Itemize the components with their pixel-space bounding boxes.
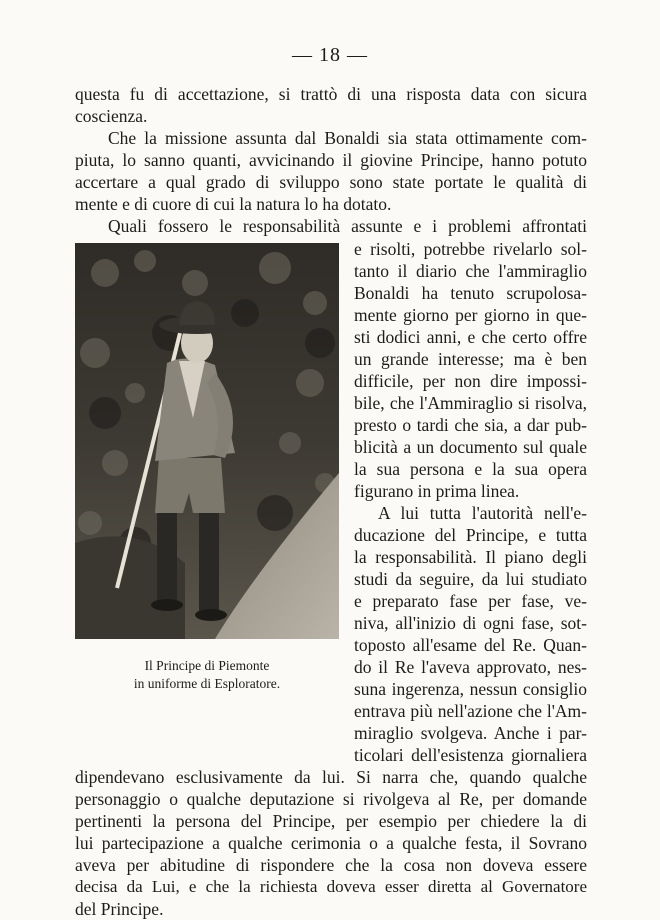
text-line: Quali fossero le responsabilità assunte e i problemi affrontati <box>108 216 587 236</box>
text-line: ticolari dell'esistenza giornaliera <box>354 745 587 765</box>
text-line: pertinenti la persona del Principe, per esempio per chiedere la di <box>75 811 587 831</box>
text-line: accertare a qual grado di sviluppo sono state portate le qualità di <box>75 172 587 192</box>
text-line: e risolti, potrebbe rivelarlo sol- <box>354 239 587 259</box>
text-line: mente e di cuore di cui la natura lo ha dotato. <box>75 194 392 214</box>
text-line: sti dodici anni, e che certo offre <box>354 327 587 347</box>
photo-caption-line: Il Principe di Piemonte <box>144 658 270 673</box>
text-line: del Principe. <box>75 899 164 919</box>
text-line: toposto all'esame del Re. Quan- <box>354 635 587 655</box>
text-line: e preparato fase per fase, ve- <box>354 591 587 611</box>
text-line: studi da seguire, da lui studiato <box>354 569 587 589</box>
text-line: coscienza. <box>75 106 148 126</box>
text-line: la responsabilità. Il piano degli <box>354 547 587 567</box>
page-number: — 18 — <box>292 44 368 66</box>
text-line: decisa da Lui, e che la richiesta doveva esser diretta al Governatore <box>75 877 587 896</box>
text-line: entrava più nell'azione che l'Am- <box>354 701 587 721</box>
text-line: bile, che l'Ammiraglio si risolva, <box>354 393 587 413</box>
text-line: Bonaldi ha tenuto scrupolosa- <box>354 283 587 303</box>
text-line: la sua persona e la sua opera <box>354 459 587 479</box>
text-line: presto o tardi che sia, a dar pub- <box>354 415 587 435</box>
text-line: figurano in prima linea. <box>354 481 520 501</box>
text-line: tanto il diario che l'ammiraglio <box>354 261 587 281</box>
text-line: aveva per abitudine di rispondere che la cosa non doveva essere <box>75 855 587 875</box>
text-line: questa fu di accettazione, si trattò di una risposta data con sicura <box>75 84 587 104</box>
text-line: miraglio svolgeva. Anche i par- <box>354 723 587 743</box>
text-line: dipendevano esclusivamente da lui. Si narra che, quando qualche <box>75 767 587 787</box>
photo-caption-line: in uniforme di Esploratore. <box>133 676 281 691</box>
scout-photograph <box>75 243 339 639</box>
text-line: piuta, lo sanno quanti, avvicinando il giovine Principe, hanno potuto <box>75 150 587 170</box>
text-line: niva, all'inizio di ogni fase, sot- <box>354 613 587 633</box>
text-line: ducazione del Principe, e tutta <box>354 525 587 545</box>
text-line: blicità a un documento sul quale <box>354 437 587 457</box>
text-line: un grande interesse; ma è ben <box>354 349 587 369</box>
text-line: suna ingerenza, nessun consiglio <box>354 679 587 699</box>
text-line: mente giorno per giorno in que- <box>354 305 587 325</box>
text-line: difficile, per non dire impossi- <box>354 371 587 391</box>
text-line: lui partecipazione a qualche cerimonia o a qualche festa, il Sovrano <box>75 833 587 853</box>
text-line: Che la missione assunta dal Bonaldi sia stata ottimamente com- <box>108 128 587 148</box>
text-line: A lui tutta l'autorità nell'e- <box>378 503 587 523</box>
text-line: do il Re l'aveva approvato, nes- <box>354 657 587 677</box>
text-line: personaggio o qualche deputazione si rivolgeva al Re, per domande <box>75 789 587 809</box>
